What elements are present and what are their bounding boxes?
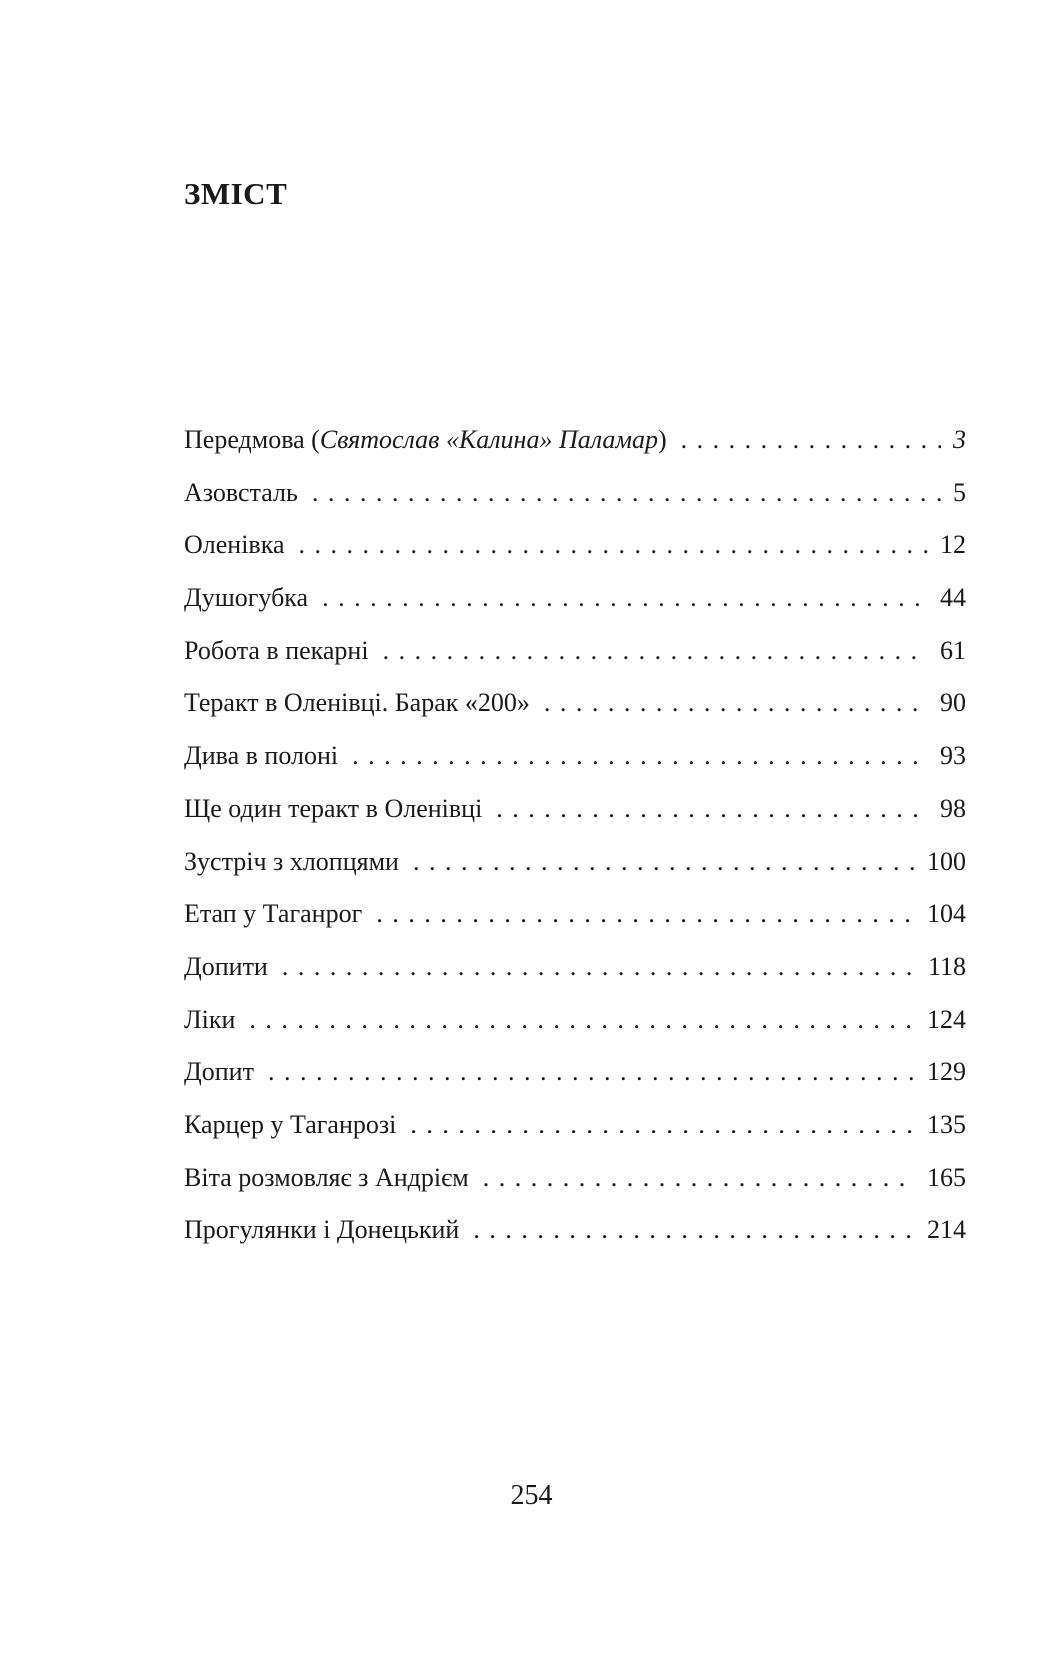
toc-entry [184,1099,966,1152]
toc-title-suffix: ) [657,425,667,454]
toc-entry-title: Азовсталь [184,477,298,507]
toc-entry-page: 129 [927,1057,966,1087]
toc-entry-page: 135 [927,1109,966,1139]
toc-entry [184,941,966,994]
toc-entry-title: Етап у Таганрог [184,899,363,929]
toc-entry-page: 104 [927,899,966,929]
toc-entry-page: 12 [940,530,966,560]
dot-leader [544,677,928,730]
toc-entry-page: 5 [953,477,966,507]
dot-leader [268,1046,915,1099]
toc-entry-page: 165 [927,1162,966,1192]
toc-entry [184,467,966,520]
toc-foreword-author: Святослав «Калина» Паламар [319,425,658,454]
toc-entry-page: 124 [927,1004,966,1034]
dot-leader [352,730,928,783]
toc-entry-page: 61 [940,635,966,665]
toc-heading: ЗМІСТ [184,176,288,211]
toc-entry-page: 44 [940,583,966,613]
toc-entry-page: 98 [940,793,966,823]
toc-entry [184,677,966,730]
toc-entry [184,1046,966,1099]
toc-entry-title: Карцер у Таганрозі [184,1109,397,1139]
page-number: 254 [510,1480,553,1511]
toc-entry [184,888,966,941]
toc-entry-title: Віта розмовляє з Андрієм [184,1162,469,1192]
toc-entry [184,836,966,889]
toc-entry-page: 214 [927,1215,966,1245]
toc-entry-title: Прогулянки і Донецький [184,1215,460,1245]
toc-entry [184,730,966,783]
toc-entry-title: Ліки [184,1004,236,1034]
toc-entry [184,625,966,678]
toc-entry [184,1204,966,1257]
dot-leader [410,1099,915,1152]
table-of-contents [184,414,966,1257]
toc-entry-page: 100 [927,846,966,876]
toc-entry [184,519,966,572]
dot-leader [383,625,928,678]
toc-entry-title: Теракт в Оленівці. Барак «200» [184,688,530,718]
toc-entry [184,783,966,836]
dot-leader [282,941,916,994]
toc-entry-page: 3 [953,425,966,454]
toc-entry-title: Зустріч з хлопцями [184,846,399,876]
toc-entry-title: Ще один теракт в Оленівці [184,793,483,823]
toc-entry [184,1152,966,1205]
toc-entry [184,572,966,625]
dot-leader [483,1152,915,1205]
dot-leader [376,888,915,941]
toc-entry-page: 118 [927,951,966,981]
dot-leader [496,783,928,836]
toc-title-prefix: Передмова ( [184,425,320,454]
toc-entry-title [184,414,667,467]
dot-leader [413,836,915,889]
toc-entry-page: 90 [940,688,966,718]
toc-entry-page: 93 [940,741,966,771]
dot-leader [298,519,928,572]
toc-entry-title: Допит [184,1057,254,1087]
toc-entry-foreword [184,414,966,467]
toc-entry-title: Оленівка [184,530,285,560]
toc-entry-title: Душогубка [184,583,309,613]
toc-entry-title: Дива в полоні [184,741,339,771]
toc-entry-title: Допити [184,951,268,981]
dot-leader [681,414,941,467]
toc-entry [184,994,966,1047]
dot-leader [473,1204,915,1257]
dot-leader [312,467,941,520]
toc-entry-title: Робота в пекарні [184,635,369,665]
dot-leader [249,994,915,1047]
dot-leader [322,572,928,625]
